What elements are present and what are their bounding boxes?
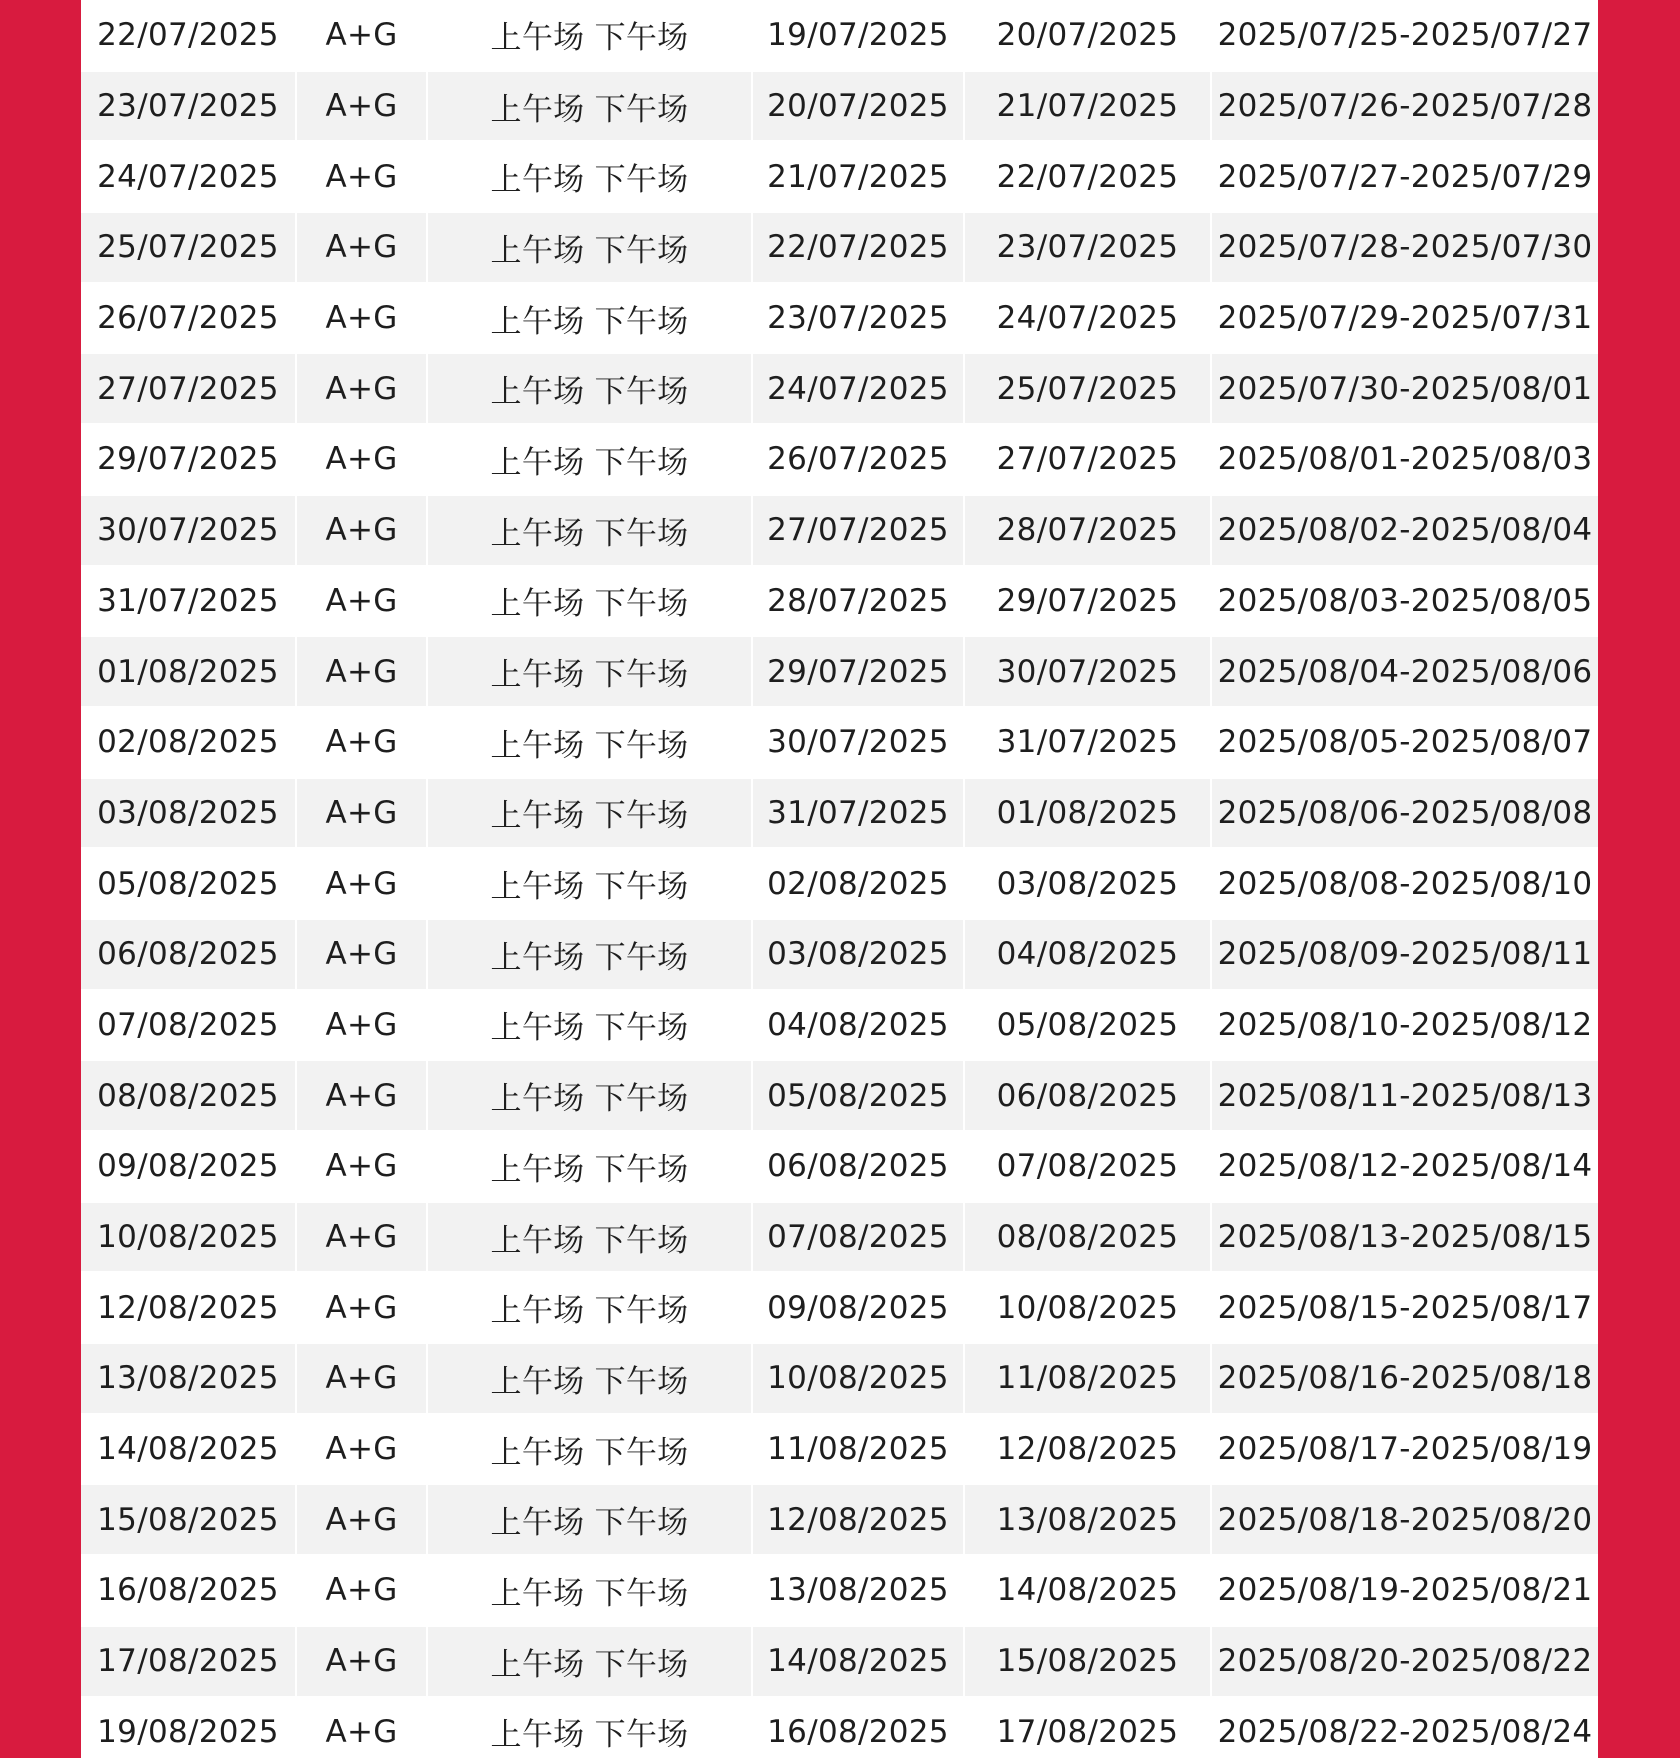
type-cell: A+G [296,778,427,849]
start-date-cell: 28/07/2025 [752,566,964,637]
type-cell: A+G [296,212,427,283]
date-cell: 12/08/2025 [81,1272,296,1343]
range-cell: 2025/08/12-2025/08/14 [1211,1131,1598,1202]
type-cell: A+G [296,1202,427,1273]
start-date-cell: 14/08/2025 [752,1626,964,1697]
range-cell: 2025/08/16-2025/08/18 [1211,1343,1598,1414]
range-cell: 2025/08/08-2025/08/10 [1211,848,1598,919]
start-date-cell: 02/08/2025 [752,848,964,919]
type-cell: A+G [296,1060,427,1131]
start-date-cell: 31/07/2025 [752,778,964,849]
end-date-cell: 04/08/2025 [964,919,1211,990]
range-cell: 2025/08/05-2025/08/07 [1211,707,1598,778]
end-date-cell: 08/08/2025 [964,1202,1211,1273]
range-cell: 2025/08/17-2025/08/19 [1211,1414,1598,1485]
range-cell: 2025/08/19-2025/08/21 [1211,1555,1598,1626]
end-date-cell: 23/07/2025 [964,212,1211,283]
session-cell: 上午场 下午场 [427,212,752,283]
start-date-cell: 20/07/2025 [752,71,964,142]
end-date-cell: 22/07/2025 [964,141,1211,212]
date-cell: 06/08/2025 [81,919,296,990]
end-date-cell: 24/07/2025 [964,283,1211,354]
table-row [81,848,1598,919]
type-cell: A+G [296,636,427,707]
date-cell: 16/08/2025 [81,1555,296,1626]
date-cell: 29/07/2025 [81,424,296,495]
range-cell: 2025/07/27-2025/07/29 [1211,141,1598,212]
session-cell: 上午场 下午场 [427,141,752,212]
date-cell: 09/08/2025 [81,1131,296,1202]
date-cell: 30/07/2025 [81,495,296,566]
table-row [81,566,1598,637]
date-cell: 27/07/2025 [81,353,296,424]
date-cell: 13/08/2025 [81,1343,296,1414]
session-cell: 上午场 下午场 [427,0,752,71]
range-cell: 2025/08/02-2025/08/04 [1211,495,1598,566]
end-date-cell: 20/07/2025 [964,0,1211,71]
table-row [81,1131,1598,1202]
range-cell: 2025/08/13-2025/08/15 [1211,1202,1598,1273]
session-cell: 上午场 下午场 [427,71,752,142]
session-cell: 上午场 下午场 [427,566,752,637]
date-cell: 07/08/2025 [81,990,296,1061]
type-cell: A+G [296,566,427,637]
type-cell: A+G [296,1626,427,1697]
end-date-cell: 14/08/2025 [964,1555,1211,1626]
date-cell: 24/07/2025 [81,141,296,212]
end-date-cell: 27/07/2025 [964,424,1211,495]
table-row [81,919,1598,990]
schedule-panel [81,0,1598,1758]
table-row [81,636,1598,707]
session-cell: 上午场 下午场 [427,424,752,495]
type-cell: A+G [296,424,427,495]
type-cell: A+G [296,141,427,212]
table-row [81,990,1598,1061]
range-cell: 2025/08/10-2025/08/12 [1211,990,1598,1061]
range-cell: 2025/08/11-2025/08/13 [1211,1060,1598,1131]
start-date-cell: 23/07/2025 [752,283,964,354]
start-date-cell: 09/08/2025 [752,1272,964,1343]
session-cell: 上午场 下午场 [427,1626,752,1697]
session-cell: 上午场 下午场 [427,1555,752,1626]
end-date-cell: 15/08/2025 [964,1626,1211,1697]
end-date-cell: 03/08/2025 [964,848,1211,919]
session-cell: 上午场 下午场 [427,353,752,424]
session-cell: 上午场 下午场 [427,1131,752,1202]
type-cell: A+G [296,1343,427,1414]
date-cell: 19/08/2025 [81,1697,296,1758]
range-cell: 2025/08/03-2025/08/05 [1211,566,1598,637]
date-cell: 03/08/2025 [81,778,296,849]
type-cell: A+G [296,919,427,990]
end-date-cell: 06/08/2025 [964,1060,1211,1131]
session-cell: 上午场 下午场 [427,1343,752,1414]
table-row [81,283,1598,354]
type-cell: A+G [296,1484,427,1555]
session-cell: 上午场 下午场 [427,636,752,707]
start-date-cell: 26/07/2025 [752,424,964,495]
session-cell: 上午场 下午场 [427,495,752,566]
start-date-cell: 29/07/2025 [752,636,964,707]
start-date-cell: 05/08/2025 [752,1060,964,1131]
date-cell: 08/08/2025 [81,1060,296,1131]
session-cell: 上午场 下午场 [427,1484,752,1555]
range-cell: 2025/08/04-2025/08/06 [1211,636,1598,707]
range-cell: 2025/07/28-2025/07/30 [1211,212,1598,283]
range-cell: 2025/08/18-2025/08/20 [1211,1484,1598,1555]
range-cell: 2025/08/20-2025/08/22 [1211,1626,1598,1697]
date-cell: 23/07/2025 [81,71,296,142]
table-row [81,71,1598,142]
date-cell: 15/08/2025 [81,1484,296,1555]
type-cell: A+G [296,848,427,919]
start-date-cell: 30/07/2025 [752,707,964,778]
table-row [81,1414,1598,1485]
schedule-table [81,0,1598,1758]
table-row [81,1202,1598,1273]
range-cell: 2025/07/26-2025/07/28 [1211,71,1598,142]
session-cell: 上午场 下午场 [427,1272,752,1343]
type-cell: A+G [296,990,427,1061]
range-cell: 2025/08/01-2025/08/03 [1211,424,1598,495]
start-date-cell: 21/07/2025 [752,141,964,212]
session-cell: 上午场 下午场 [427,778,752,849]
table-row [81,1626,1598,1697]
date-cell: 05/08/2025 [81,848,296,919]
date-cell: 31/07/2025 [81,566,296,637]
end-date-cell: 31/07/2025 [964,707,1211,778]
session-cell: 上午场 下午场 [427,1414,752,1485]
table-row [81,353,1598,424]
session-cell: 上午场 下午场 [427,848,752,919]
start-date-cell: 10/08/2025 [752,1343,964,1414]
date-cell: 17/08/2025 [81,1626,296,1697]
end-date-cell: 28/07/2025 [964,495,1211,566]
date-cell: 02/08/2025 [81,707,296,778]
date-cell: 14/08/2025 [81,1414,296,1485]
session-cell: 上午场 下午场 [427,1060,752,1131]
range-cell: 2025/07/30-2025/08/01 [1211,353,1598,424]
table-row [81,0,1598,71]
session-cell: 上午场 下午场 [427,283,752,354]
end-date-cell: 10/08/2025 [964,1272,1211,1343]
range-cell: 2025/08/22-2025/08/24 [1211,1697,1598,1758]
start-date-cell: 22/07/2025 [752,212,964,283]
table-row [81,1555,1598,1626]
type-cell: A+G [296,1414,427,1485]
table-row [81,1484,1598,1555]
table-row [81,1697,1598,1758]
table-row [81,212,1598,283]
range-cell: 2025/07/25-2025/07/27 [1211,0,1598,71]
type-cell: A+G [296,0,427,71]
start-date-cell: 13/08/2025 [752,1555,964,1626]
date-cell: 26/07/2025 [81,283,296,354]
end-date-cell: 21/07/2025 [964,71,1211,142]
end-date-cell: 30/07/2025 [964,636,1211,707]
session-cell: 上午场 下午场 [427,707,752,778]
start-date-cell: 06/08/2025 [752,1131,964,1202]
start-date-cell: 16/08/2025 [752,1697,964,1758]
range-cell: 2025/08/15-2025/08/17 [1211,1272,1598,1343]
type-cell: A+G [296,71,427,142]
start-date-cell: 12/08/2025 [752,1484,964,1555]
table-row [81,424,1598,495]
range-cell: 2025/07/29-2025/07/31 [1211,283,1598,354]
type-cell: A+G [296,1272,427,1343]
date-cell: 22/07/2025 [81,0,296,71]
table-row [81,778,1598,849]
table-row [81,495,1598,566]
table-row [81,1343,1598,1414]
range-cell: 2025/08/09-2025/08/11 [1211,919,1598,990]
session-cell: 上午场 下午场 [427,1202,752,1273]
end-date-cell: 01/08/2025 [964,778,1211,849]
type-cell: A+G [296,495,427,566]
type-cell: A+G [296,1131,427,1202]
type-cell: A+G [296,1555,427,1626]
table-row [81,141,1598,212]
end-date-cell: 05/08/2025 [964,990,1211,1061]
start-date-cell: 03/08/2025 [752,919,964,990]
end-date-cell: 13/08/2025 [964,1484,1211,1555]
table-row [81,707,1598,778]
date-cell: 10/08/2025 [81,1202,296,1273]
start-date-cell: 11/08/2025 [752,1414,964,1485]
session-cell: 上午场 下午场 [427,919,752,990]
type-cell: A+G [296,1697,427,1758]
type-cell: A+G [296,707,427,778]
start-date-cell: 07/08/2025 [752,1202,964,1273]
start-date-cell: 19/07/2025 [752,0,964,71]
table-row [81,1060,1598,1131]
session-cell: 上午场 下午场 [427,990,752,1061]
table-row [81,1272,1598,1343]
date-cell: 25/07/2025 [81,212,296,283]
start-date-cell: 24/07/2025 [752,353,964,424]
end-date-cell: 12/08/2025 [964,1414,1211,1485]
range-cell: 2025/08/06-2025/08/08 [1211,778,1598,849]
end-date-cell: 11/08/2025 [964,1343,1211,1414]
end-date-cell: 17/08/2025 [964,1697,1211,1758]
date-cell: 01/08/2025 [81,636,296,707]
end-date-cell: 29/07/2025 [964,566,1211,637]
session-cell: 上午场 下午场 [427,1697,752,1758]
end-date-cell: 07/08/2025 [964,1131,1211,1202]
schedule-table-body [81,0,1598,1758]
type-cell: A+G [296,283,427,354]
end-date-cell: 25/07/2025 [964,353,1211,424]
start-date-cell: 27/07/2025 [752,495,964,566]
start-date-cell: 04/08/2025 [752,990,964,1061]
type-cell: A+G [296,353,427,424]
